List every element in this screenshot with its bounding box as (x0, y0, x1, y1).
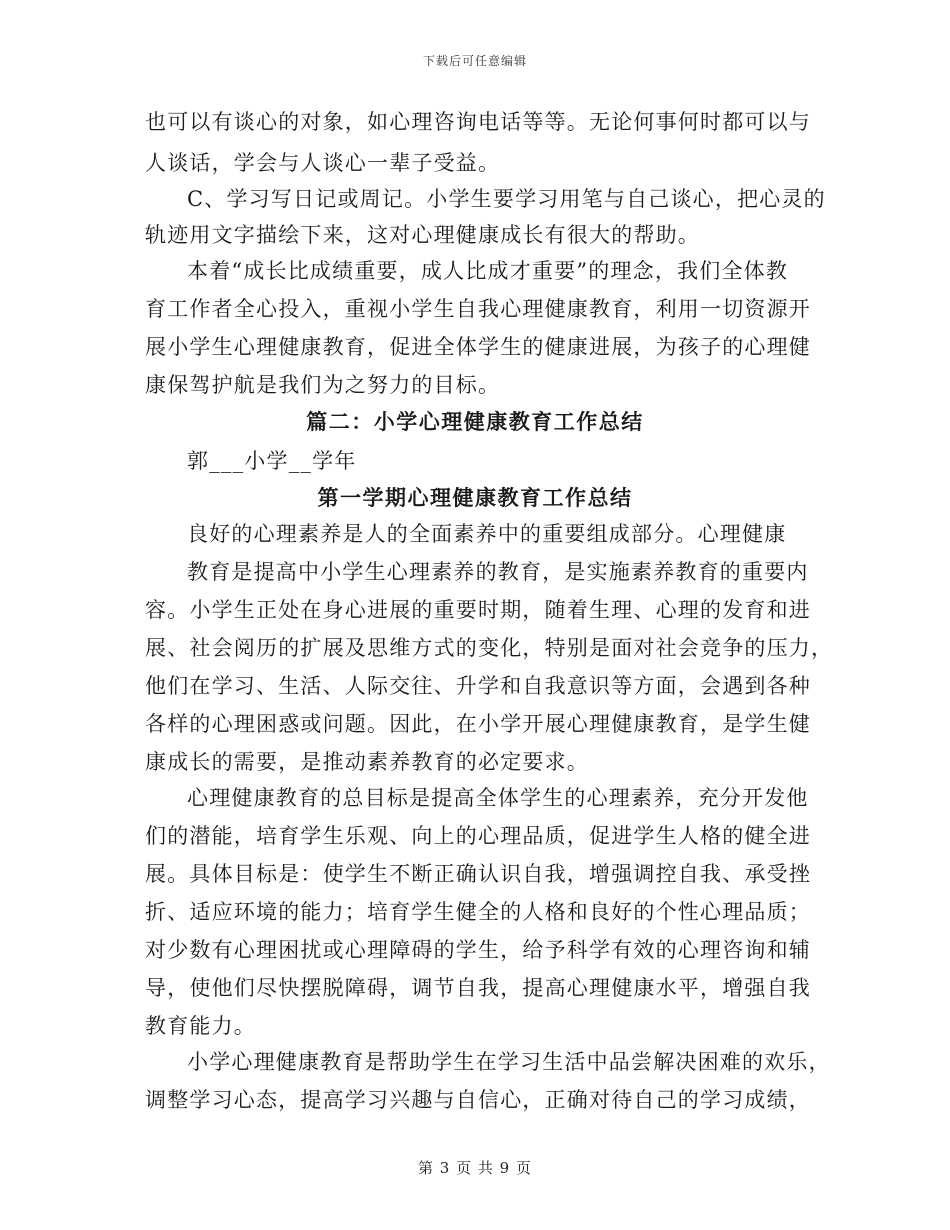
paragraph-line: 折、适应环境的能力；培育学生健全的人格和良好的个性心理品质； (145, 900, 811, 924)
section-heading: 篇二：小学心理健康教育工作总结 (306, 409, 644, 434)
paragraph-line: 教育是提高中小学生心理素养的教育，是实施素养教育的重要内 (187, 560, 809, 584)
page-header-note: 下载后可任意编辑 (422, 54, 527, 68)
paragraph-line: 调整学习心态，提高学习兴趣与自信心，正确对待自己的学习成绩， (145, 1088, 811, 1112)
paragraph-line: 各样的心理困惑或问题。因此，在小学开展心理健康教育，是学生健 (145, 712, 811, 736)
paragraph-line: 教育能力。 (145, 1014, 256, 1038)
section-subheading: 第一学期心理健康教育工作总结 (317, 485, 633, 510)
page-indicator: 第 3 页 共 9 页 (418, 1159, 532, 1177)
paragraph-line: 们的潜能，培育学生乐观、向上的心理品质，促进学生人格的健全进 (145, 824, 811, 848)
school-year-line: 郭___小学__学年 (187, 449, 357, 473)
paragraph-line: 容。小学生正处在身心进展的重要时期，随着生理、心理的发育和进 (145, 598, 811, 622)
paragraph-line: 轨迹用文字描绘下来，这对心理健康成长有很大的帮助。 (145, 223, 700, 247)
paragraph-line: 良好的心理素养是人的全面素养中的重要组成部分。心理健康 (187, 522, 787, 546)
paragraph-line: 人谈话，学会与人谈心一辈子受益。 (145, 151, 501, 175)
paragraph-line: 也可以有谈心的对象，如心理咨询电话等等。无论何事何时都可以与 (145, 110, 811, 134)
paragraph-line: 展、社会阅历的扩展及思维方式的变化，特别是面对社会竞争的压力， (145, 636, 834, 660)
paragraph-line: 育工作者全心投入，重视小学生自我心理健康教育，利用一切资源开 (145, 297, 811, 321)
paragraph-line: 康保驾护航是我们为之努力的目标。 (145, 373, 501, 397)
paragraph-line: 他们在学习、生活、人际交往、升学和自我意识等方面，会遇到各种 (145, 674, 811, 698)
paragraph-line: 康成长的需要，是推动素养教育的必定要求。 (145, 750, 589, 774)
paragraph-line: 小学心理健康教育是帮助学生在学习生活中品尝解决困难的欢乐， (187, 1050, 831, 1074)
paragraph-line: 展小学生心理健康教育，促进全体学生的健康进展，为孩子的心理健 (145, 335, 811, 359)
paragraph-line: 本着“成长比成绩重要，成人比成才重要”的理念，我们全体教 (187, 259, 789, 283)
paragraph-line: C、学习写日记或周记。小学生要学习用笔与自己谈心，把心灵的 (187, 187, 826, 211)
paragraph-line: 导，使他们尽快摆脱障碍，调节自我，提高心理健康水平，增强自我 (145, 976, 811, 1000)
paragraph-line: 对少数有心理困扰或心理障碍的学生，给予科学有效的心理咨询和辅 (145, 938, 811, 962)
paragraph-line: 心理健康教育的总目标是提高全体学生的心理素养，充分开发他 (187, 786, 809, 810)
paragraph-line: 展。具体目标是：使学生不断正确认识自我，增强调控自我、承受挫 (145, 862, 811, 886)
